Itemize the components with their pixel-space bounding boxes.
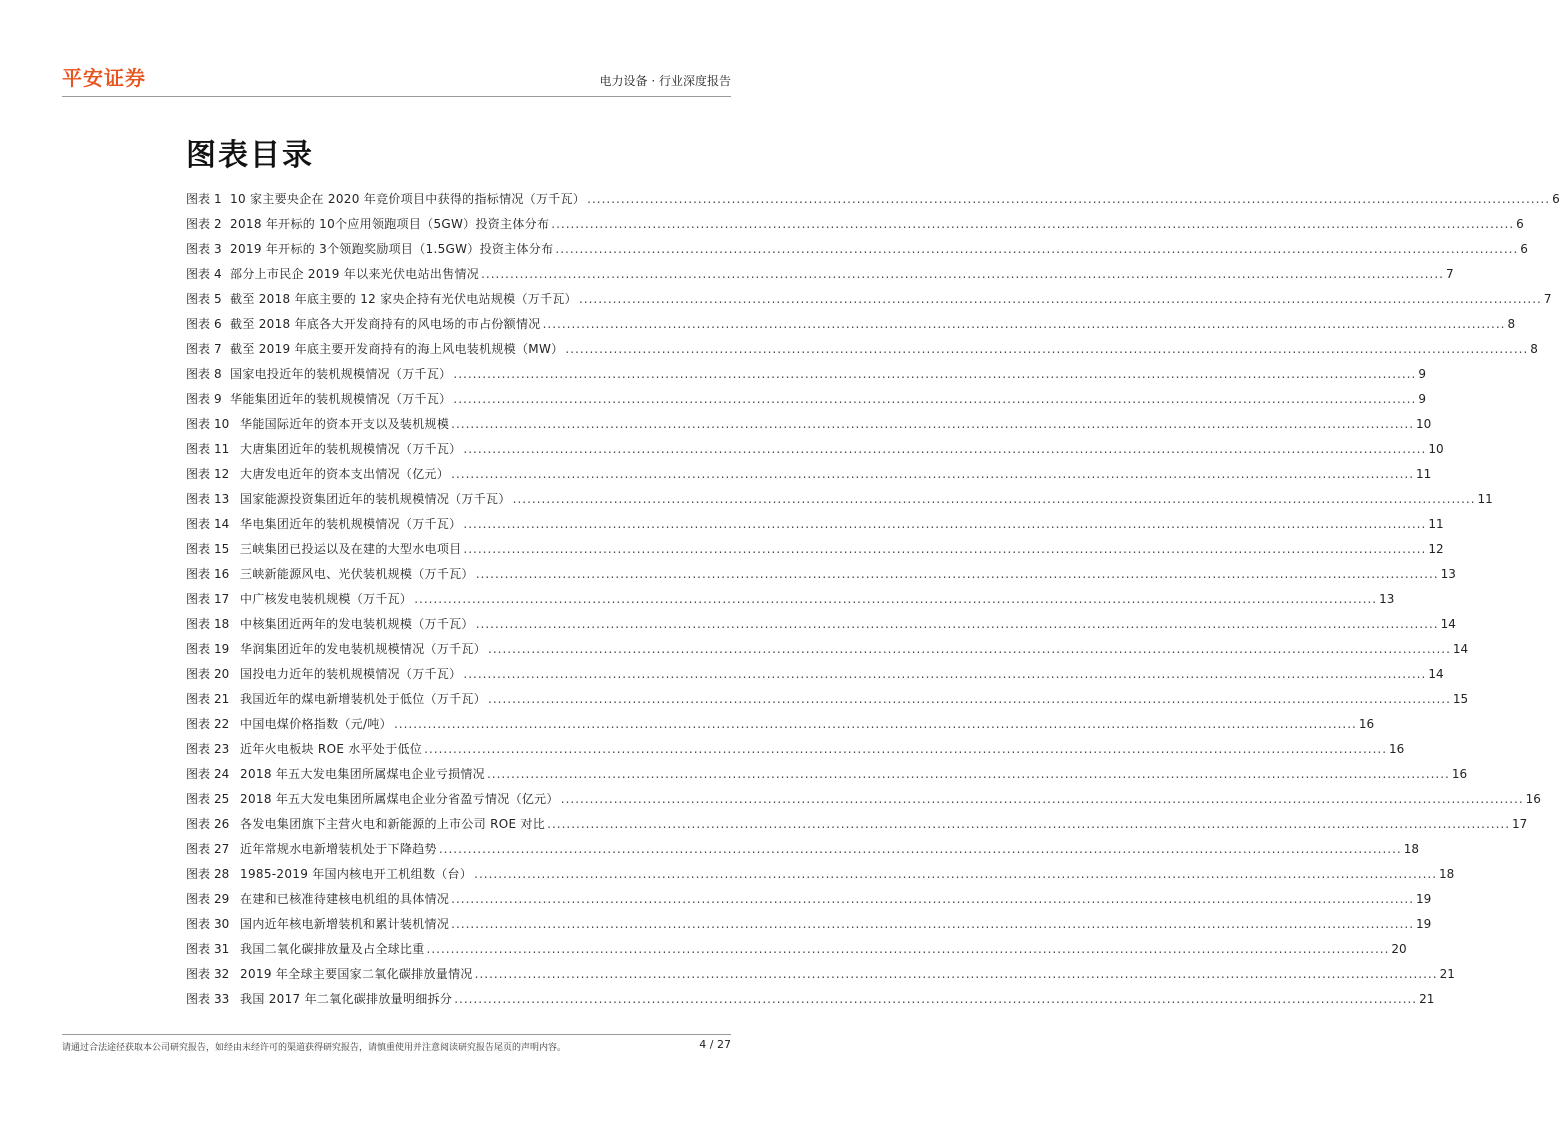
toc-entry-label: 图表 (186, 667, 211, 681)
toc-leader-dots (394, 717, 1357, 731)
toc-entry-page[interactable]: 9 (1418, 392, 1426, 406)
page-number: 4 / 27 (699, 1038, 731, 1051)
toc-entry[interactable] (186, 865, 1455, 890)
toc-entry-title[interactable]: 大唐发电近年的资本支出情况（亿元） (240, 467, 450, 481)
toc-entry-label: 图表 (186, 517, 211, 531)
toc-entry-page[interactable]: 10 (1416, 417, 1432, 431)
toc-leader-dots (463, 542, 1426, 556)
toc-entry-label: 图表 (186, 742, 211, 756)
toc-entry-title[interactable]: 华电集团近年的装机规模情况（万千瓦） (240, 517, 462, 531)
toc-entry-number: 30 (214, 917, 230, 931)
toc-entry-label: 图表 (186, 842, 211, 856)
toc-entry-number: 4 (214, 267, 222, 281)
toc-entry[interactable] (186, 715, 1375, 740)
toc-entry-title[interactable]: 国内近年核电新增装机和累计装机情况 (240, 917, 450, 931)
toc-entry-title[interactable]: 我国二氧化碳排放量及占全球比重 (240, 942, 425, 956)
toc-entry-number: 21 (214, 692, 230, 706)
report-type: 电力设备 · 行业深度报告 (599, 74, 731, 88)
toc-title: 图表目录 (186, 138, 314, 173)
toc-entry-title[interactable]: 2018 年开标的 10个应用领跑项目（5GW）投资主体分布 (230, 217, 550, 231)
toc-entry-label: 图表 (186, 867, 211, 881)
toc-leader-dots (451, 467, 1414, 481)
toc-entry-page[interactable]: 19 (1416, 917, 1432, 931)
toc-entry-title[interactable]: 三峡集团已投运以及在建的大型水电项目 (240, 542, 462, 556)
toc-entry[interactable] (186, 565, 1456, 590)
toc-entry-number: 18 (214, 617, 230, 631)
toc-entry-number: 25 (214, 792, 230, 806)
toc-leader-dots (579, 292, 1542, 306)
header-divider (62, 96, 731, 97)
toc-leader-dots (481, 267, 1444, 281)
toc-entry-title[interactable]: 10 家主要央企在 2020 年竞价项目中获得的指标情况（万千瓦） (230, 192, 586, 206)
toc-entry-label: 图表 (186, 817, 211, 831)
toc-entry-number: 11 (214, 442, 230, 456)
toc-entry-title[interactable]: 截至 2019 年底主要开发商持有的海上风电装机规模（MW） (230, 342, 564, 356)
toc-entry-label: 图表 (186, 917, 211, 931)
toc-entry-label: 图表 (186, 492, 211, 506)
toc-entry-page[interactable]: 13 (1379, 592, 1395, 606)
toc-entry-number: 22 (214, 717, 230, 731)
toc-entry-page[interactable]: 18 (1403, 842, 1419, 856)
toc-leader-dots (453, 367, 1416, 381)
toc-entry-number: 6 (214, 317, 222, 331)
toc-entry-page[interactable]: 11 (1428, 517, 1444, 531)
toc-leader-dots (561, 792, 1524, 806)
toc-leader-dots (487, 767, 1450, 781)
toc-entry-title[interactable]: 华能集团近年的装机规模情况（万千瓦） (230, 392, 452, 406)
toc-entry-label: 图表 (186, 242, 211, 256)
toc-entry-label: 图表 (186, 692, 211, 706)
toc-entry[interactable] (186, 440, 1444, 465)
toc-entry[interactable] (186, 765, 1468, 790)
toc-entry-title[interactable]: 2018 年五大发电集团所属煤电企业亏损情况 (240, 767, 485, 781)
toc-entry[interactable] (186, 815, 1528, 840)
toc-leader-dots (547, 817, 1510, 831)
toc-entry-number: 19 (214, 642, 230, 656)
toc-entry[interactable] (186, 190, 1560, 215)
toc-entry[interactable] (186, 965, 1455, 990)
toc-entry[interactable] (186, 340, 1538, 365)
toc-entry-title[interactable]: 截至 2018 年底各大开发商持有的风电场的市占份额情况 (230, 317, 541, 331)
toc-leader-dots (439, 842, 1402, 856)
toc-entry-page[interactable]: 8 (1530, 342, 1538, 356)
toc-entry-page[interactable]: 11 (1416, 467, 1432, 481)
toc-entry-label: 图表 (186, 642, 211, 656)
toc-entry-page[interactable]: 16 (1358, 717, 1375, 731)
toc-entry-page[interactable]: 21 (1419, 992, 1435, 1006)
toc-leader-dots (476, 567, 1439, 581)
toc-entry-page[interactable]: 19 (1416, 892, 1432, 906)
toc-entry[interactable] (186, 840, 1419, 865)
toc-entry-page[interactable]: 16 (1451, 767, 1468, 781)
toc-entry-number: 12 (214, 467, 230, 481)
toc-leader-dots (414, 592, 1377, 606)
toc-entry-label: 图表 (186, 442, 211, 456)
toc-entry[interactable] (186, 265, 1454, 290)
toc-entry[interactable] (186, 490, 1493, 515)
toc-entry-label: 图表 (186, 617, 211, 631)
toc-entry-title[interactable]: 三峡新能源风电、光伏装机规模（万千瓦） (240, 567, 474, 581)
toc-entry-page[interactable]: 7 (1543, 292, 1552, 306)
toc-entry[interactable] (186, 290, 1552, 315)
toc-entry-number: 5 (214, 292, 222, 306)
toc-entry-title[interactable]: 华润集团近年的发电装机规模情况（万千瓦） (240, 642, 487, 656)
toc-entry-page[interactable]: 15 (1452, 692, 1469, 706)
toc-entry-title[interactable]: 大唐集团近年的装机规模情况（万千瓦） (240, 442, 462, 456)
toc-entry-page[interactable]: 6 (1552, 192, 1560, 206)
toc-entry-page[interactable]: 7 (1445, 267, 1454, 281)
toc-entry-number: 2 (214, 217, 222, 231)
toc-entry-page[interactable]: 16 (1389, 742, 1405, 756)
toc-entry-page[interactable]: 18 (1439, 867, 1455, 881)
toc-entry-label: 图表 (186, 717, 211, 731)
toc-leader-dots (565, 342, 1528, 356)
toc-entry[interactable] (186, 690, 1469, 715)
toc-entry-label: 图表 (186, 942, 211, 956)
toc-leader-dots (453, 392, 1416, 406)
toc-entry-page[interactable]: 10 (1428, 442, 1444, 456)
toc-leader-dots (463, 667, 1426, 681)
toc-entry-label: 图表 (186, 892, 211, 906)
toc-leader-dots (451, 917, 1414, 931)
toc-entry[interactable] (186, 415, 1432, 440)
toc-entry[interactable] (186, 540, 1444, 565)
toc-leader-dots (488, 692, 1451, 706)
toc-leader-dots (463, 442, 1426, 456)
toc-entry-number: 17 (214, 592, 230, 606)
toc-entry[interactable] (186, 915, 1432, 940)
toc-entry-number: 31 (214, 942, 230, 956)
toc-entry-label: 图表 (186, 267, 211, 281)
toc-entry[interactable] (186, 215, 1524, 240)
toc-entry-title[interactable]: 各发电集团旗下主营火电和新能源的上市公司 ROE 对比 (240, 817, 546, 831)
toc-leader-dots (451, 417, 1414, 431)
toc-entry-label: 图表 (186, 192, 211, 206)
toc-entry-label: 图表 (186, 792, 211, 806)
toc-entry-title[interactable]: 2018 年五大发电集团所属煤电企业分省盈亏情况（亿元） (240, 792, 559, 806)
toc-entry-title[interactable]: 华能国际近年的资本开支以及装机规模 (240, 417, 450, 431)
toc-entry-label: 图表 (186, 342, 211, 356)
toc-entry-page[interactable]: 21 (1439, 967, 1455, 981)
toc-leader-dots (587, 192, 1550, 206)
toc-entry-number: 14 (214, 517, 230, 531)
toc-entry-page[interactable]: 8 (1507, 317, 1516, 331)
toc-entry-number: 24 (214, 767, 230, 781)
toc-entry-label: 图表 (186, 567, 211, 581)
toc-entry-title[interactable]: 截至 2018 年底主要的 12 家央企持有光伏电站规模（万千瓦） (230, 292, 577, 306)
toc-leader-dots (463, 517, 1426, 531)
toc-entry[interactable] (186, 315, 1516, 340)
toc-leader-dots (454, 992, 1417, 1006)
toc-entry-label: 图表 (186, 467, 211, 481)
toc-entry-title[interactable]: 中核集团近两年的发电装机规模（万千瓦） (240, 617, 474, 631)
toc-entry-number: 9 (214, 392, 222, 406)
toc-entry-number: 7 (214, 342, 222, 356)
brand-logo: 平安证券 (62, 66, 146, 90)
toc-leader-dots (474, 867, 1437, 881)
toc-entry-title[interactable]: 近年火电板块 ROE 水平处于低位 (240, 742, 423, 756)
toc-entry[interactable] (186, 890, 1432, 915)
toc-entry-page[interactable]: 16 (1525, 792, 1541, 806)
toc-entry-title[interactable]: 国投电力近年的装机规模情况（万千瓦） (240, 667, 462, 681)
toc-list (186, 190, 1560, 1015)
toc-leader-dots (424, 742, 1387, 756)
toc-entry-title[interactable]: 我国近年的煤电新增装机处于低位（万千瓦） (240, 692, 487, 706)
toc-entry-title[interactable]: 中国电煤价格指数（元/吨） (240, 717, 392, 731)
toc-entry-number: 27 (214, 842, 230, 856)
toc-entry[interactable] (186, 465, 1432, 490)
toc-entry-number: 13 (214, 492, 230, 506)
toc-entry-page[interactable]: 6 (1516, 217, 1524, 231)
toc-entry-label: 图表 (186, 767, 211, 781)
toc-entry-number: 8 (214, 367, 222, 381)
toc-entry-label: 图表 (186, 217, 211, 231)
toc-entry-page[interactable]: 14 (1452, 642, 1469, 656)
toc-entry[interactable] (186, 940, 1407, 965)
toc-entry-title[interactable]: 国家能源投资集团近年的装机规模情况（万千瓦） (240, 492, 511, 506)
toc-entry-label: 图表 (186, 367, 211, 381)
toc-entry-page[interactable]: 12 (1428, 542, 1444, 556)
toc-entry[interactable] (186, 515, 1444, 540)
footer-divider (62, 1034, 731, 1035)
toc-leader-dots (555, 242, 1518, 256)
toc-entry-label: 图表 (186, 542, 211, 556)
toc-entry-label: 图表 (186, 317, 211, 331)
toc-entry-page[interactable]: 14 (1440, 617, 1456, 631)
toc-entry-page[interactable]: 14 (1428, 667, 1444, 681)
toc-entry-number: 10 (214, 417, 230, 431)
toc-entry-page[interactable]: 6 (1520, 242, 1528, 256)
toc-entry-label: 图表 (186, 417, 211, 431)
toc-entry[interactable] (186, 640, 1469, 665)
toc-entry-number: 3 (214, 242, 222, 256)
toc-entry-title[interactable]: 我国 2017 年二氧化碳排放量明细拆分 (240, 992, 453, 1006)
toc-entry-number: 28 (214, 867, 230, 881)
toc-entry-number: 15 (214, 542, 230, 556)
toc-entry[interactable] (186, 615, 1456, 640)
toc-leader-dots (476, 617, 1439, 631)
toc-entry[interactable] (186, 990, 1435, 1015)
footer-disclaimer: 请通过合法途径获取本公司研究报告，如经由未经许可的渠道获得研究报告，请慎重使用并注意阅读研究报告尾页的声明内容。 (62, 1043, 567, 1053)
toc-entry-label: 图表 (186, 967, 211, 981)
toc-entry-number: 33 (214, 992, 230, 1006)
toc-entry-title[interactable]: 近年常规水电新增装机处于下降趋势 (240, 842, 437, 856)
toc-entry-page[interactable]: 13 (1440, 567, 1456, 581)
toc-entry[interactable] (186, 240, 1528, 265)
toc-entry[interactable] (186, 365, 1426, 390)
toc-leader-dots (488, 642, 1451, 656)
toc-entry-number: 32 (214, 967, 230, 981)
toc-entry[interactable] (186, 790, 1541, 815)
toc-entry-number: 26 (214, 817, 230, 831)
toc-leader-dots (475, 967, 1438, 981)
toc-entry-label: 图表 (186, 992, 211, 1006)
toc-entry-title[interactable]: 1985-2019 年国内核电开工机组数（台） (240, 867, 473, 881)
toc-entry-number: 29 (214, 892, 230, 906)
toc-entry-number: 16 (214, 567, 230, 581)
toc-entry-title[interactable]: 在建和已核准待建核电机组的具体情况 (240, 892, 450, 906)
toc-leader-dots (551, 217, 1514, 231)
toc-entry-number: 1 (214, 192, 222, 206)
toc-entry-number: 23 (214, 742, 230, 756)
toc-entry-title[interactable]: 中广核发电装机规模（万千瓦） (240, 592, 413, 606)
toc-entry-page[interactable]: 20 (1391, 942, 1407, 956)
toc-leader-dots (513, 492, 1476, 506)
toc-entry-page[interactable]: 9 (1418, 367, 1426, 381)
toc-entry-title[interactable]: 国家电投近年的装机规模情况（万千瓦） (230, 367, 452, 381)
toc-entry[interactable] (186, 665, 1444, 690)
toc-leader-dots (451, 892, 1414, 906)
toc-entry-page[interactable]: 17 (1512, 817, 1528, 831)
toc-entry-title[interactable]: 2019 年开标的 3个领跑奖励项目（1.5GW）投资主体分布 (230, 242, 554, 256)
toc-entry-number: 20 (214, 667, 230, 681)
toc-entry-title[interactable]: 部分上市民企 2019 年以来光伏电站出售情况 (230, 267, 480, 281)
toc-entry-label: 图表 (186, 392, 211, 406)
toc-leader-dots (427, 942, 1390, 956)
toc-entry-page[interactable]: 11 (1477, 492, 1493, 506)
toc-entry[interactable] (186, 590, 1395, 615)
toc-entry[interactable] (186, 740, 1405, 765)
toc-entry-title[interactable]: 2019 年全球主要国家二氧化碳排放量情况 (240, 967, 473, 981)
toc-entry-label: 图表 (186, 592, 211, 606)
toc-entry[interactable] (186, 390, 1426, 415)
toc-entry-label: 图表 (186, 292, 211, 306)
toc-leader-dots (543, 317, 1506, 331)
